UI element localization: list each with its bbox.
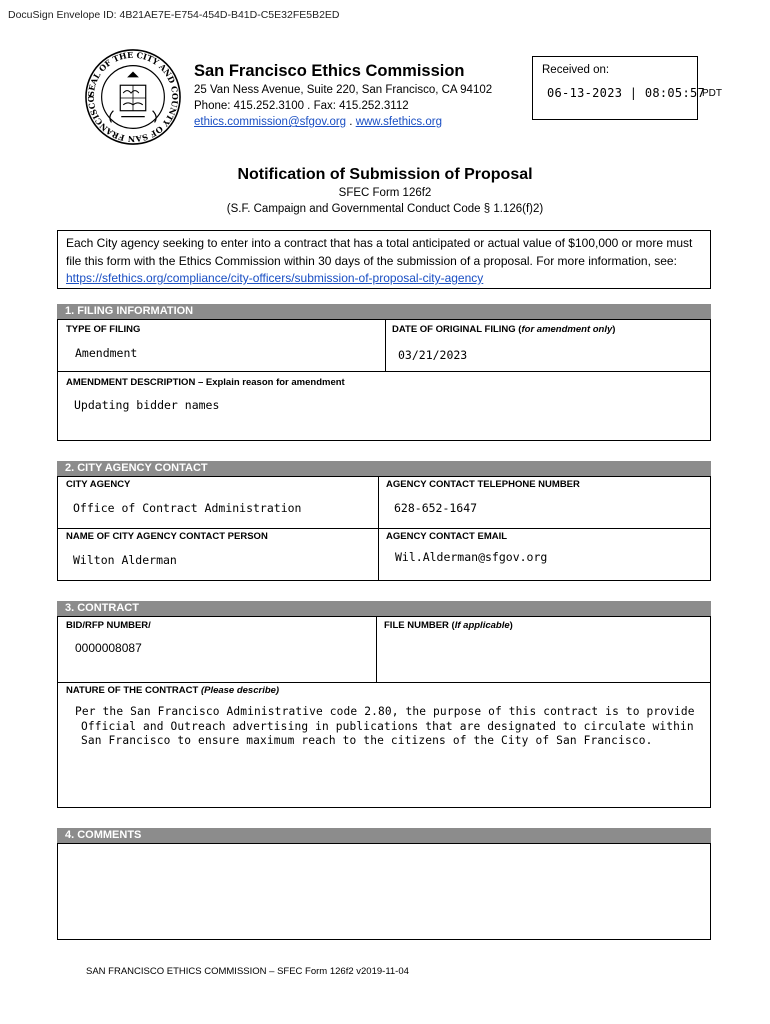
form-code-reference: (S.F. Campaign and Governmental Conduct Code § 1.126(f)2) [226, 203, 544, 215]
docusign-envelope-id: DocuSign Envelope ID: 4B21AE7E-E754-454D-B41D-C5E32FE5B2ED [8, 9, 340, 21]
seal-text: SEAL OF THE CITY AND COUNTY OF SAN FRANCISCO [85, 49, 181, 145]
form-footer: SAN FRANCISCO ETHICS COMMISSION – SFEC Form 126f2 v2019-11-04 [86, 966, 409, 977]
city-agency-field[interactable]: Office of Contract Administration [73, 501, 302, 515]
link-separator: . [349, 116, 353, 128]
received-timezone: PDT [702, 88, 722, 99]
bid-rfp-number-field[interactable]: 0000008087 [75, 641, 142, 655]
comments-field[interactable] [57, 843, 711, 940]
original-filing-date-field[interactable]: 03/21/2023 [398, 348, 468, 362]
nature-line: Per the San Francisco Administrative code 2.80, the purpose of this contract is to provide [75, 705, 695, 718]
commission-email-link[interactable]: ethics.commission@sfgov.org [194, 116, 347, 128]
agency-phone-label: AGENCY CONTACT TELEPHONE NUMBER [386, 479, 580, 490]
received-timestamp: 06-13-2023 | 08:05:57 [547, 86, 706, 100]
commission-address: 25 Van Ness Avenue, Suite 220, San Francisco, CA 94102 [194, 84, 493, 96]
row-divider [57, 371, 711, 372]
instructions-link[interactable]: https://sfethics.org/compliance/city-officers/submission-of-proposal-city-agency [66, 271, 484, 285]
section-header-contract: 3. CONTRACT [57, 601, 711, 616]
section-header-comments: 4. COMMENTS [57, 828, 711, 843]
agency-email-label: AGENCY CONTACT EMAIL [386, 531, 508, 542]
row-divider [57, 528, 711, 529]
nature-of-contract-label: NATURE OF THE CONTRACT (Please describe) [66, 685, 280, 696]
type-of-filing-label: TYPE OF FILING [66, 324, 141, 335]
column-divider [376, 616, 377, 682]
agency-email-field[interactable]: Wil.Alderman@sfgov.org [395, 550, 548, 564]
instructions-box [57, 230, 711, 289]
commission-name: San Francisco Ethics Commission [194, 62, 465, 80]
commission-website-link[interactable]: www.sfethics.org [355, 116, 442, 128]
form-title: Notification of Submission of Proposal [237, 166, 533, 183]
instructions-text: Each City agency seeking to enter into a contract that has a total anticipated or actual value of $100,000 or more must file this form with the Ethics Commission within 30 days of the submission of a proposal. For more information, see: [66, 236, 693, 268]
nature-line: Official and Outreach advertising in publications that are designated to circulate within [81, 719, 694, 733]
received-label: Received on: [542, 64, 610, 76]
form-number: SFEC Form 126f2 [338, 187, 432, 199]
amendment-description-label: AMENDMENT DESCRIPTION – Explain reason for amendment [66, 377, 345, 388]
row-divider [57, 682, 711, 683]
contact-person-label: NAME OF CITY AGENCY CONTACT PERSON [66, 531, 268, 542]
amendment-description-field[interactable]: Updating bidder names [74, 398, 220, 412]
section-header-city-agency-contact: 2. CITY AGENCY CONTACT [57, 461, 711, 476]
city-agency-label: CITY AGENCY [66, 479, 131, 490]
commission-phone-fax: Phone: 415.252.3100 . Fax: 415.252.3112 [194, 100, 409, 112]
original-filing-date-label: DATE OF ORIGINAL FILING (for amendment only) [392, 324, 616, 335]
nature-of-contract-field[interactable] [75, 705, 695, 749]
commission-links [194, 116, 442, 128]
agency-phone-field[interactable]: 628-652-1647 [394, 501, 478, 515]
bid-rfp-number-label: BID/RFP NUMBER/ [66, 620, 151, 631]
section-header-filing-information: 1. FILING INFORMATION [57, 304, 711, 319]
file-number-label: FILE NUMBER (If applicable) [384, 620, 513, 631]
type-of-filing-field[interactable]: Amendment [75, 346, 138, 360]
city-seal-icon [84, 48, 182, 146]
contact-person-field[interactable]: Wilton Alderman [73, 553, 177, 567]
nature-line: San Francisco to ensure maximum reach to the citizens of the City of San Francisco. [81, 734, 653, 747]
column-divider [385, 319, 386, 371]
